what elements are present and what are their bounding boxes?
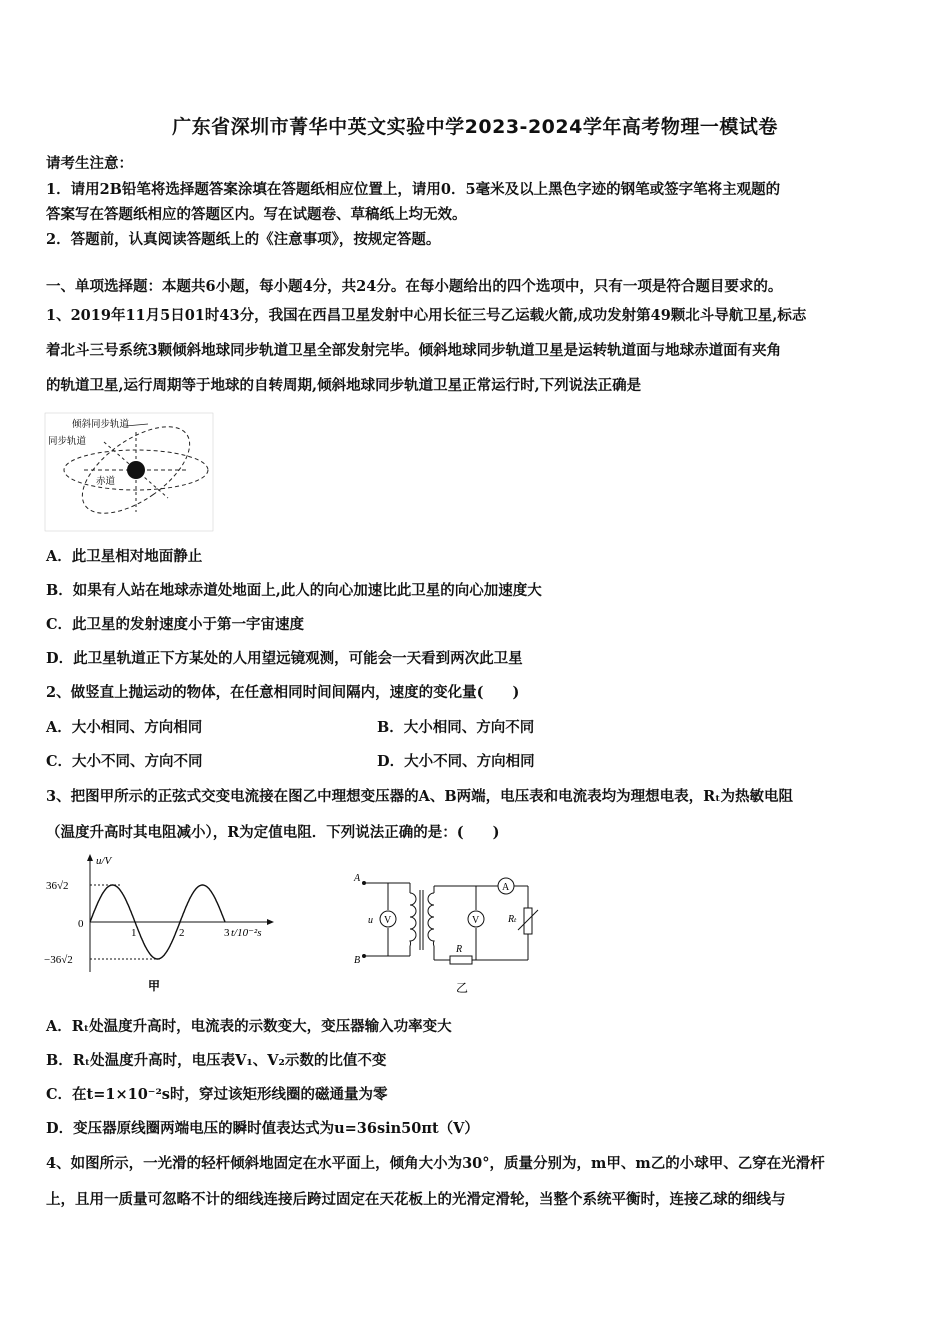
transformer-circuit xyxy=(350,868,550,998)
inclined-orbit-label: 倾斜同步轨道 xyxy=(72,420,130,430)
q2-option-a: A．大小相同、方向相同 xyxy=(46,719,203,736)
v2-label: V xyxy=(472,915,480,926)
x-tick-2: 2 xyxy=(179,927,185,939)
graph-caption: 甲 xyxy=(148,979,161,993)
sync-orbit-label: 同步轨道 xyxy=(48,437,87,447)
q3-option-b: B．Rₜ处温度升高时，电压表V₁、V₂示数的比值不变 xyxy=(46,1052,387,1069)
a-label: A xyxy=(354,873,361,884)
q1-option-d: D．此卫星轨道正下方某处的人用望远镜观测，可能会一天看到两次此卫星 xyxy=(46,650,523,667)
u-label: u xyxy=(368,915,373,926)
rt-label: Rₜ xyxy=(508,914,517,925)
q1-option-c: C．此卫星的发射速度小于第一宇宙速度 xyxy=(46,616,305,633)
y-top-label: 36√2 xyxy=(46,880,69,892)
notice-heading: 请考生注意： xyxy=(46,155,133,172)
q3-option-c: C．在t=1×10⁻²s时，穿过该矩形线圈的磁通量为零 xyxy=(46,1086,388,1103)
label-pointer xyxy=(126,424,148,426)
secondary-coil xyxy=(428,893,434,946)
notice-item-2: 2．答题前，认真阅读答题纸上的《注意事项》，按规定答题。 xyxy=(46,231,441,248)
q3-stem-2: （温度升高时其电阻减小），R为定值电阻．下列说法正确的是：( ) xyxy=(46,824,500,841)
r-label: R xyxy=(456,944,463,955)
x-tick-3: 3 xyxy=(224,927,230,939)
y-axis-label: u/V xyxy=(96,855,112,867)
primary-coil xyxy=(410,893,416,946)
x-tick-1: 1 xyxy=(131,927,137,939)
notice-item-1a: 1．请用2B铅笔将选择题答案涂填在答题纸相应位置上，请用0．5毫米及以上黑色字迹的钢笔或签字笔将主观题的 xyxy=(46,181,781,198)
q1-stem-3: 的轨道卫星,运行周期等于地球的自转周期,倾斜地球同步轨道卫星正常运行时,下列说法正确是 xyxy=(46,377,642,394)
q3-option-a: A．Rₜ处温度升高时，电流表的示数变大，变压器输入功率变大 xyxy=(46,1018,452,1035)
resistor-r xyxy=(450,956,472,964)
y-axis-arrow xyxy=(87,854,93,861)
q3-stem-1: 3、把图甲所示的正弦式交变电流接在图乙中理想变压器的A、B两端，电压表和电流表均为理想电表，Rₜ为热敏电阻 xyxy=(46,788,794,805)
earth-icon xyxy=(127,461,145,479)
equator-label: 赤道 xyxy=(96,477,116,487)
orbit-figure xyxy=(44,412,214,532)
q1-stem-2: 着北斗三号系统3颗倾斜地球同步轨道卫星全部发射完毕。倾斜地球同步轨道卫星是运转轨道面与地球赤道面有夹角 xyxy=(46,342,782,359)
q4-stem-2: 上，且用一质量可忽略不计的细线连接后跨过固定在天花板上的光滑定滑轮，当整个系统平衡时，连接乙球的细线与 xyxy=(46,1191,786,1208)
q4-stem-1: 4、如图所示，一光滑的轻杆倾斜地固定在水平面上，倾角大小为30°，质量分别为，m甲、m乙的小球甲、乙穿在光滑杆 xyxy=(46,1155,825,1172)
notice-item-1b: 答案写在答题纸相应的答题区内。写在试题卷、草稿纸上均无效。 xyxy=(46,206,467,223)
thermistor xyxy=(524,908,532,934)
section-heading: 一、单项选择题：本题共6小题，每小题4分，共24分。在每小题给出的四个选项中，只有一项是符合题目要求的。 xyxy=(46,278,783,295)
y-bottom-label: −36√2 xyxy=(44,954,73,966)
voltage-graph xyxy=(44,852,284,997)
b-label: B xyxy=(354,955,361,966)
q1-option-b: B．如果有人站在地球赤道处地面上,此人的向心加速比此卫星的向心加速度大 xyxy=(46,582,542,599)
q1-option-a: A．此卫星相对地面静止 xyxy=(46,548,203,565)
v1-label: V xyxy=(384,915,392,926)
x-axis-arrow xyxy=(267,919,274,925)
origin-label: 0 xyxy=(78,918,84,930)
page-title: 广东省深圳市菁华中英文实验中学2023-2024学年高考物理一模试卷 xyxy=(172,116,778,138)
q3-option-d: D．变压器原线圈两端电压的瞬时值表达式为u=36sin50πt（V） xyxy=(46,1120,479,1137)
x-axis-label: t/10⁻²s xyxy=(231,927,262,939)
q2-option-d: D．大小不同、方向相同 xyxy=(377,753,535,770)
q1-stem-1: 1、2019年11月5日01时43分，我国在西昌卫星发射中心用长征三号乙运载火箭,成功发射第49颗北斗导航卫星,标志 xyxy=(46,307,807,324)
q2-option-c: C．大小不同、方向不同 xyxy=(46,753,203,770)
circuit-caption: 乙 xyxy=(456,981,469,995)
ammeter-label: A xyxy=(502,882,510,893)
q2-option-b: B．大小相同、方向不同 xyxy=(377,719,535,736)
q2-stem: 2、做竖直上抛运动的物体，在任意相同时间间隔内，速度的变化量( ) xyxy=(46,684,520,701)
